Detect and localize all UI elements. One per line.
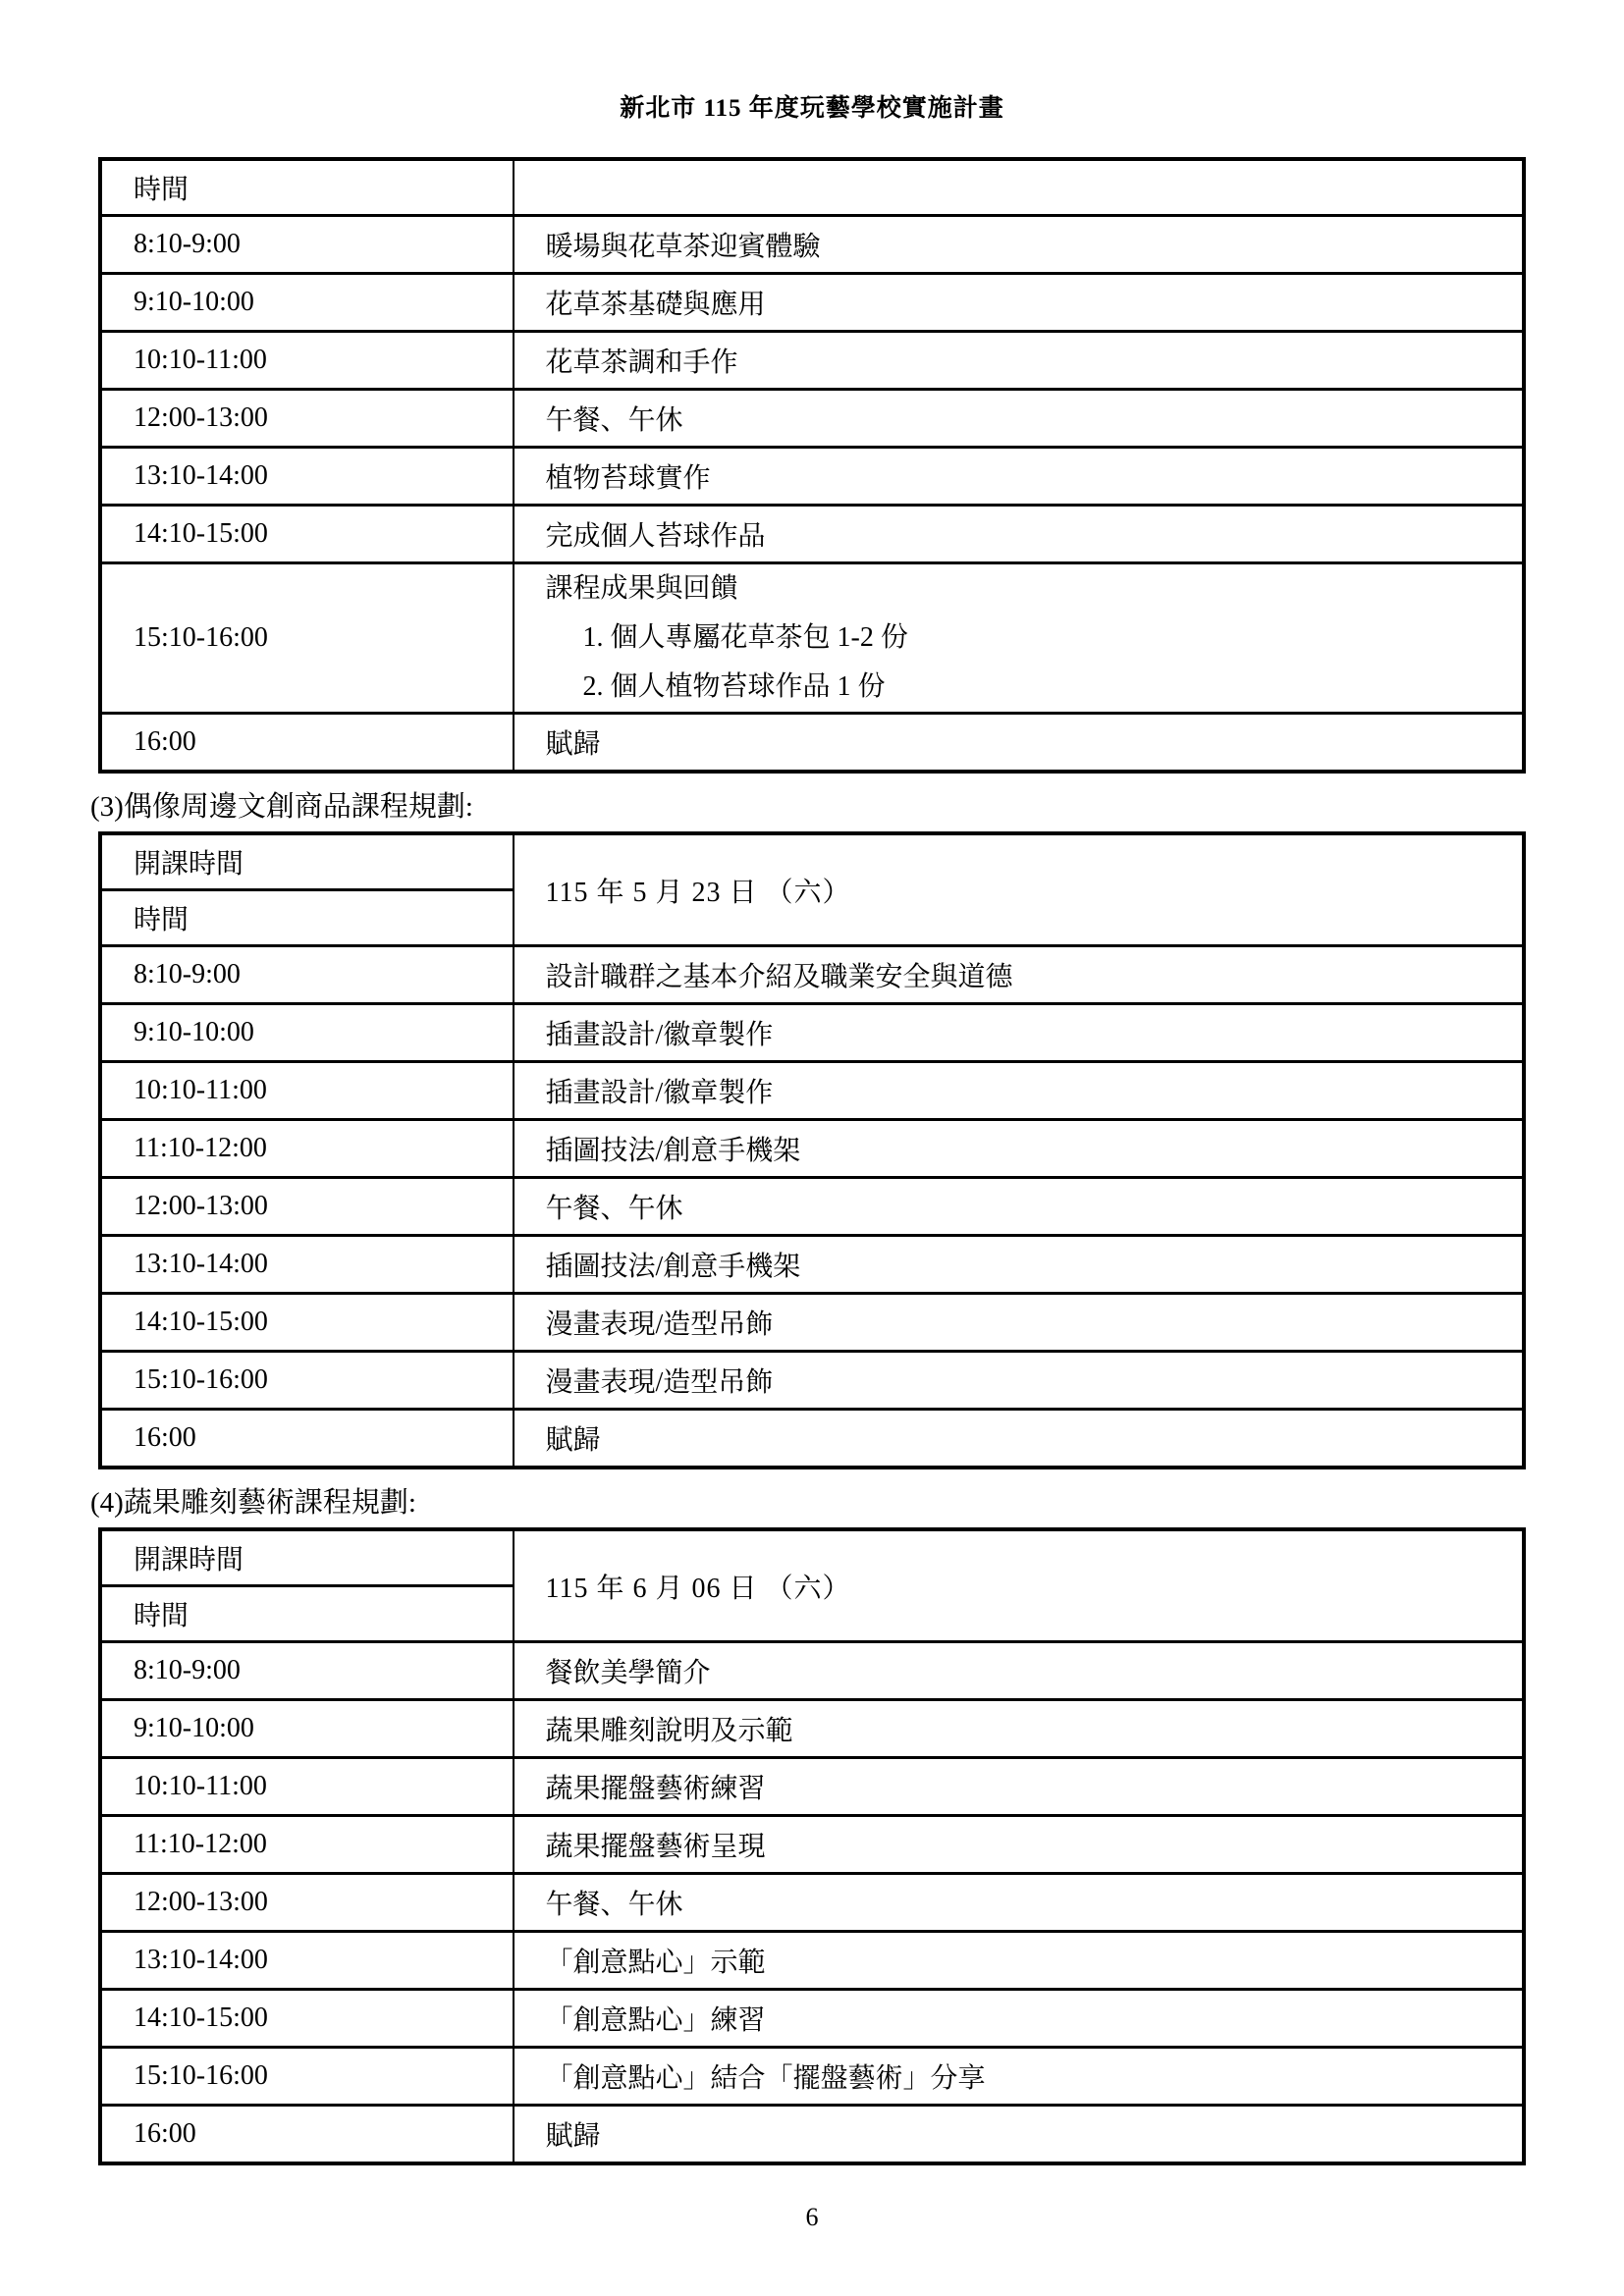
- activity-line: 1. 個人專屬花草茶包 1-2 份: [582, 622, 908, 653]
- table-row: [100, 448, 1524, 506]
- time-cell: 12:00-13:00: [100, 1874, 514, 1932]
- time-cell: 10:10-11:00: [100, 1758, 514, 1816]
- table-row: [100, 1236, 1524, 1294]
- time-cell: 9:10-10:00: [100, 274, 514, 332]
- time-cell: 11:10-12:00: [100, 1120, 514, 1178]
- activity-cell: 「創意點心」示範: [514, 1932, 1525, 1990]
- activity-cell: 漫畫表現/造型吊飾: [514, 1294, 1525, 1352]
- course-date: 115 年 5 月 23 日 （六）: [514, 833, 1525, 946]
- table-row: [100, 1758, 1524, 1816]
- table-row: [100, 1700, 1524, 1758]
- activity-cell: 蔬果擺盤藝術練習: [514, 1758, 1525, 1816]
- table-row: [100, 714, 1524, 773]
- open-time-label: 開課時間: [100, 833, 514, 890]
- activity-cell: 完成個人苔球作品: [514, 506, 1525, 563]
- activity-cell: 插圖技法/創意手機架: [514, 1120, 1525, 1178]
- time-cell: 9:10-10:00: [100, 1700, 514, 1758]
- schedule-table-section3: [98, 831, 1526, 1469]
- table-row: [100, 1120, 1524, 1178]
- section3-heading: (3)偶像周邊文創商品課程規劃:: [90, 791, 473, 823]
- activity-cell: 漫畫表現/造型吊飾: [514, 1352, 1525, 1410]
- table-row: [100, 1410, 1524, 1468]
- activity-cell: 午餐、午休: [514, 1874, 1525, 1932]
- schedule-table-continued: [98, 157, 1526, 774]
- table-row: [100, 1932, 1524, 1990]
- table-row: [100, 1294, 1524, 1352]
- time-cell: 15:10-16:00: [100, 1352, 514, 1410]
- time-cell: 14:10-15:00: [100, 1294, 514, 1352]
- time-cell: 9:10-10:00: [100, 1004, 514, 1062]
- time-cell: 8:10-9:00: [100, 216, 514, 274]
- table-row: [100, 332, 1524, 390]
- activity-cell: 插畫設計/徽章製作: [514, 1004, 1525, 1062]
- table-header-row: [100, 1529, 1524, 1586]
- time-cell: 11:10-12:00: [100, 1816, 514, 1874]
- activity-cell: 賦歸: [514, 714, 1525, 773]
- table-row: [100, 506, 1524, 563]
- activity-cell: 「創意點心」結合「擺盤藝術」分享: [514, 2048, 1525, 2106]
- activity-line: 課程成果與回饋: [545, 573, 738, 604]
- table-row: [100, 1352, 1524, 1410]
- activity-cell: 賦歸: [514, 2106, 1525, 2164]
- time-cell: 15:10-16:00: [100, 2048, 514, 2106]
- open-time-label: 開課時間: [100, 1529, 514, 1586]
- activity-cell: 蔬果雕刻說明及示範: [514, 1700, 1525, 1758]
- table-header-row: [100, 833, 1524, 890]
- activity-cell: 蔬果擺盤藝術呈現: [514, 1816, 1525, 1874]
- activity-cell: 餐飲美學簡介: [514, 1642, 1525, 1700]
- activity-cell: [514, 563, 1525, 714]
- time-cell: 15:10-16:00: [100, 563, 514, 714]
- page-number: 6: [805, 2203, 819, 2231]
- table-row: [100, 1642, 1524, 1700]
- table-row: [100, 1178, 1524, 1236]
- table-row: [100, 1062, 1524, 1120]
- time-cell: 8:10-9:00: [100, 1642, 514, 1700]
- time-cell: 16:00: [100, 714, 514, 773]
- time-cell: 13:10-14:00: [100, 448, 514, 506]
- activity-cell: 插畫設計/徽章製作: [514, 1062, 1525, 1120]
- activity-cell: 設計職群之基本介紹及職業安全與道德: [514, 946, 1525, 1004]
- schedule-table-section4: [98, 1527, 1526, 2165]
- time-cell: 13:10-14:00: [100, 1236, 514, 1294]
- table-row: [100, 1816, 1524, 1874]
- table-row: [100, 390, 1524, 448]
- time-cell: 16:00: [100, 2106, 514, 2164]
- time-cell: 10:10-11:00: [100, 1062, 514, 1120]
- document-title: 新北市 115 年度玩藝學校實施計畫: [620, 95, 1004, 122]
- table-row: [100, 2106, 1524, 2164]
- time-cell: 14:10-15:00: [100, 506, 514, 563]
- empty-header-cell: [514, 159, 1525, 216]
- activity-line: 2. 個人植物苔球作品 1 份: [582, 671, 886, 702]
- time-cell: 8:10-9:00: [100, 946, 514, 1004]
- time-header-label: 時間: [100, 890, 514, 946]
- activity-cell: 插圖技法/創意手機架: [514, 1236, 1525, 1294]
- time-cell: 14:10-15:00: [100, 1990, 514, 2048]
- course-date: 115 年 6 月 06 日 （六）: [514, 1529, 1525, 1642]
- activity-cell: 暖場與花草茶迎賓體驗: [514, 216, 1525, 274]
- table-row: [100, 274, 1524, 332]
- table-row: [100, 216, 1524, 274]
- table-row: [100, 1874, 1524, 1932]
- time-cell: 12:00-13:00: [100, 1178, 514, 1236]
- time-cell: 12:00-13:00: [100, 390, 514, 448]
- section4-heading: (4)蔬果雕刻藝術課程規劃:: [90, 1487, 416, 1519]
- time-header-label: 時間: [100, 1586, 514, 1642]
- activity-cell: 花草茶基礎與應用: [514, 274, 1525, 332]
- table-row: [100, 1004, 1524, 1062]
- activity-cell: 午餐、午休: [514, 390, 1525, 448]
- activity-cell: 「創意點心」練習: [514, 1990, 1525, 2048]
- table-row: [100, 1990, 1524, 2048]
- time-cell: 10:10-11:00: [100, 332, 514, 390]
- table-row: [100, 2048, 1524, 2106]
- activity-cell: 午餐、午休: [514, 1178, 1525, 1236]
- activity-cell: 植物苔球實作: [514, 448, 1525, 506]
- activity-cell: 賦歸: [514, 1410, 1525, 1468]
- table-header-row: [100, 159, 1524, 216]
- table-row: [100, 563, 1524, 714]
- activity-cell: 花草茶調和手作: [514, 332, 1525, 390]
- time-cell: 13:10-14:00: [100, 1932, 514, 1990]
- time-cell: 16:00: [100, 1410, 514, 1468]
- table-row: [100, 946, 1524, 1004]
- time-header-label: 時間: [100, 159, 514, 216]
